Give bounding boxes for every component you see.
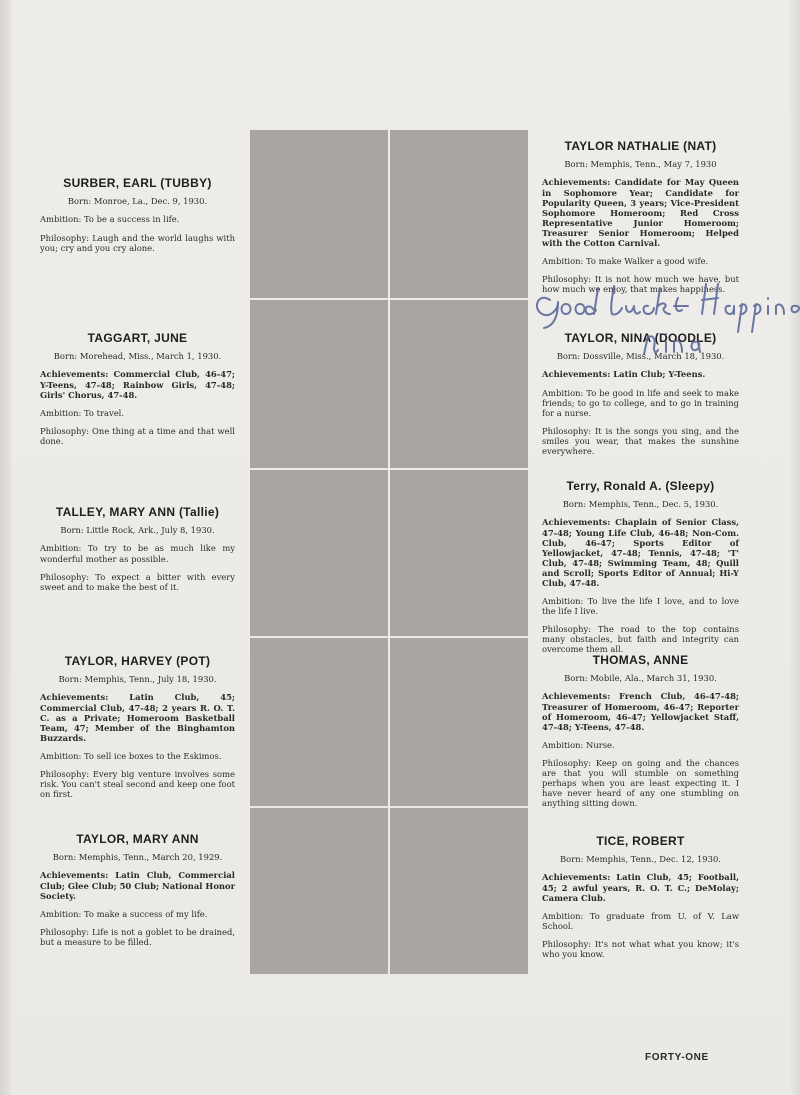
birth-info: Born: Morehead, Miss., March 1, 1930. (53, 351, 222, 362)
birth-info: Born: Memphis, Tenn., Dec. 12, 1930. (560, 854, 721, 865)
student-name: Terry, Ronald A. (Sleepy) (566, 479, 715, 493)
birth-info: Born: Little Rock, Ark., July 8, 1930. (60, 525, 215, 536)
senior-entry (40, 832, 235, 955)
senior-entry (40, 176, 235, 261)
birth-info: Born: Memphis, Tenn., May 7, 1930 (564, 159, 717, 170)
senior-entry (542, 834, 739, 967)
achievements: Achievements: Latin Club; Y-Teens. (542, 369, 706, 380)
portrait-photo (390, 638, 528, 806)
senior-entry (542, 653, 739, 816)
portrait-photo (390, 130, 528, 298)
philosophy: Philosophy: Keep on going and the chances are that you will stumble on something perhaps when you are least expecting it. I have never heard of any one stumbling on anything sitting down. (542, 757, 739, 809)
achievements: Achievements: Chaplain of Senior Class, 47-48; Young Life Club, 46-48; Non-Com. Club, 46-47; Sports Editor of Yellowjacket, 47-48; Tennis, 47-48; 'T' Club, 47-48; Swimming Team, 48; Quill and Scroll; Sports Editor of Annual; Hi-Y Club, 47-48. (542, 517, 739, 588)
senior-entry (40, 331, 235, 454)
ambition: Ambition: To sell ice boxes to the Eskimos. (40, 750, 222, 761)
birth-info: Born: Memphis, Tenn., March 20, 1929. (52, 852, 223, 863)
achievements: Achievements: Candidate for May Queen in Sophomore Year; Candidate for Popularity Queen, 3 years; Vice-President Sophomore Homeroom; Red Cross Representative Junior Homeroom; Treasurer Senior Homeroom; Helped with the Cotton Carnival. (542, 177, 739, 248)
ambition: Ambition: To make a success of my life. (40, 908, 208, 919)
page-number: FORTY-ONE (645, 1052, 709, 1063)
student-name: SURBER, EARL (TUBBY) (63, 176, 212, 190)
portrait-photo (250, 470, 388, 636)
ambition: Ambition: To be good in life and seek to make friends; to go to college, and to go in training for a nurse. (542, 387, 739, 418)
birth-info: Born: Memphis, Tenn., Dec. 5, 1930. (562, 499, 719, 510)
student-name: TAYLOR, NINA (DOODLE) (564, 331, 717, 345)
portrait-photo (390, 470, 528, 636)
student-name: TICE, ROBERT (596, 834, 685, 848)
philosophy: Philosophy: It is not how much we have, but how much we enjoy, that makes happiness. (542, 274, 739, 295)
portrait-photo (250, 300, 388, 468)
achievements: Achievements: Commercial Club, 46-47; Y-Teens, 47-48; Rainbow Girls, 47-48; Girls' Chorus, 47-48. (40, 369, 235, 400)
student-name: TAGGART, JUNE (87, 331, 188, 345)
philosophy: Philosophy: Laugh and the world laughs with you; cry and you cry alone. (40, 232, 235, 253)
student-name: THOMAS, ANNE (592, 653, 689, 667)
philosophy: Philosophy: It's not what what you know; it's who you know. (542, 938, 739, 959)
birth-info: Born: Dossville, Miss., March 18, 1930. (556, 351, 725, 362)
philosophy: Philosophy: It is the songs you sing, and the smiles you wear, that makes the sunshine everywhere. (542, 425, 739, 456)
senior-entry (542, 479, 739, 662)
ambition: Ambition: To try to be as much like my wonderful mother as possible. (40, 543, 235, 564)
ambition: Ambition: To be a success in life. (40, 214, 180, 225)
student-name: TAYLOR NATHALIE (NAT) (564, 139, 717, 153)
philosophy: Philosophy: Every big venture involves some risk. You can't steal second and keep one foot on first. (40, 768, 235, 800)
student-name: TAYLOR, HARVEY (POT) (64, 654, 211, 668)
philosophy: Philosophy: One thing at a time and that well done. (40, 425, 235, 446)
philosophy: Philosophy: To expect a bitter with every sweet and to make the best of it. (40, 571, 235, 592)
ambition: Ambition: To live the life I love, and to love the life I live. (542, 596, 739, 617)
ambition: Ambition: Nurse. (542, 739, 615, 750)
ambition: Ambition: To make Walker a good wife. (542, 256, 709, 267)
student-name: TALLEY, MARY ANN (Tallie) (55, 505, 220, 519)
page-binding (0, 0, 12, 1095)
student-name: TAYLOR, MARY ANN (76, 832, 199, 846)
achievements: Achievements: Latin Club, 45; Football, 45; 2 awful years, R. O. T. C.; DeMolay; Camera Club. (542, 872, 739, 903)
birth-info: Born: Memphis, Tenn., July 18, 1930. (58, 674, 217, 685)
ambition: Ambition: To graduate from U. of V. Law School. (542, 910, 739, 931)
portrait-photo (250, 808, 388, 974)
senior-entry (40, 505, 235, 600)
achievements: Achievements: Latin Club, Commercial Club; Glee Club; 50 Club; National Honor Society. (40, 870, 235, 901)
portrait-photo (250, 130, 388, 298)
page-edge (788, 0, 800, 1095)
birth-info: Born: Mobile, Ala., March 31, 1930. (564, 673, 717, 684)
achievements: Achievements: French Club, 46-47-48; Treasurer of Homeroom, 46-47; Reporter of Homeroom, 46-47; Yellowjacket Staff, 47-48; Y-Teens, 47-48. (542, 691, 739, 732)
portrait-photo (390, 300, 528, 468)
portrait-photo (250, 638, 388, 806)
portrait-photo (390, 808, 528, 974)
birth-info: Born: Monroe, La., Dec. 9, 1930. (67, 196, 208, 207)
handwritten-signature (528, 270, 800, 365)
senior-entry (40, 654, 235, 807)
philosophy: Philosophy: The road to the top contains many obstacles, but faith and integrity can overcome them all. (542, 624, 739, 655)
philosophy: Philosophy: Life is not a goblet to be drained, but a measure to be filled. (40, 926, 235, 947)
ambition: Ambition: To travel. (40, 407, 125, 418)
achievements: Achievements: Latin Club, 45; Commercial Club, 47-48; 2 years R. O. T. C. as a Private; Homeroom Basketball Team, 47; Member of the Binghamton Buzzards. (40, 692, 235, 743)
